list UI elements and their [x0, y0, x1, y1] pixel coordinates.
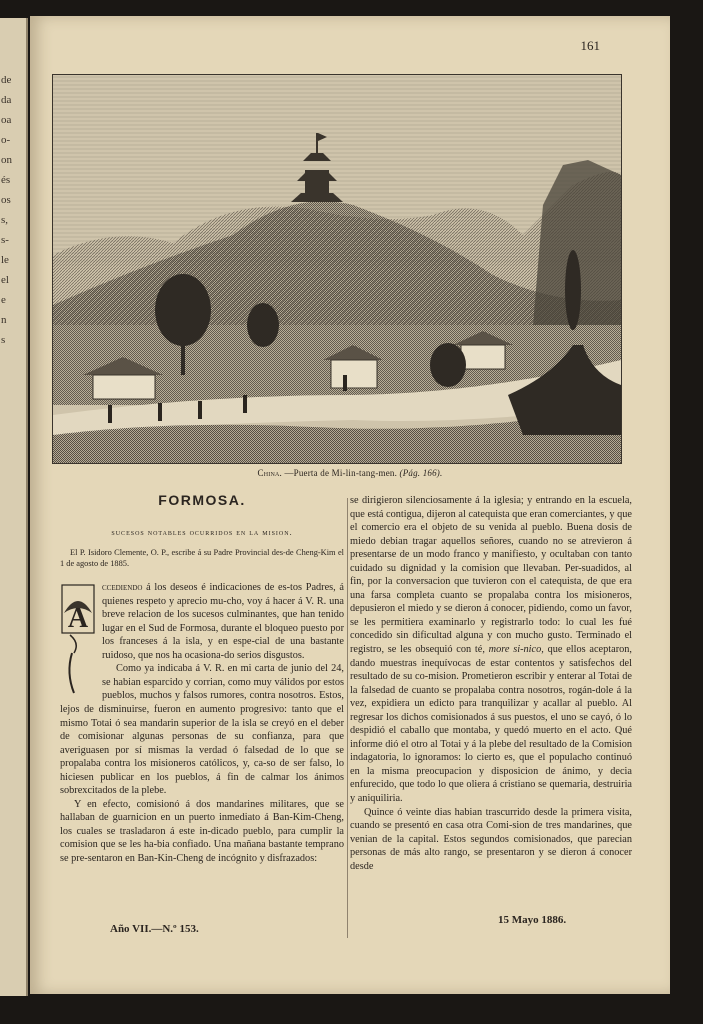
paragraph: A ccediendo á los deseos é indicaciones de es-tos Padres, á quienes respeto y aprecio mu-cho, voy á hacer á V. R. una breve relacion de los sucesos culminantes, que han tenido lugar en el Sud de Formosa, durante el bloqueo puesto por los franceses á la isla, y en espe-cial de una bastante ruidoso, que nos ha ocasiona-do serios disgustos.	[60, 581, 344, 662]
prev-page-fragment: el	[1, 274, 9, 286]
prev-page-fragment: de	[1, 74, 12, 86]
left-column	[60, 494, 344, 866]
dropcap-letter: A	[67, 603, 89, 635]
right-column	[350, 494, 632, 873]
engraving-illustration	[52, 74, 622, 464]
paragraph: Como ya indicaba á V. R. en mi carta de junio del 24, se habian esparcido y corrian, como muy válidos por estos pueblos, muchos y falsos rumores, contra nosotros. Estos, lejos de disminuirse, fueron en aumento progresivo: tanto que el mismo Totai ó sea mandarin superior de la isla se creyó en el deber de comisionar algunas personas de su confianza, para que averiguasen por sí mismas la verdad ó falsedad de lo que se propalaba contra los misioneros católicos, y, ca-so de ser falso, lo hiciesen publicar en los pueblos, á fin de calmar los ánimos sobrexcitados de la plebe.	[60, 663, 344, 797]
illustration-caption: China. —Puerta de Mi-lin-tang-men. (Pág. 166).	[257, 468, 443, 478]
prev-page-fragment: s,	[1, 214, 9, 226]
paragraph: Quince ó veinte dias habian trascurrido desde la primera visita, cuando se presentó en casa otra Comi-sion de tres mandarines, que venian de la capital. Estos segundos comisionados, que parecian personas de más alto rango, se presentaron y se dieron á conocer desde	[350, 806, 632, 872]
article-subtitle: sucesos notables ocurridos en la mision.	[111, 527, 293, 537]
issue-number: Año VII.—N.º 153.	[110, 923, 199, 935]
prev-page-fragment: on	[1, 154, 12, 166]
prev-page-fragment: s-	[1, 234, 9, 246]
column-rule	[347, 498, 348, 938]
article-intro: El P. Isidoro Clemente, O. P., escribe á su Padre Provincial des-de Cheng-Kim el 1 de agosto de 1885.	[60, 548, 344, 569]
prev-page-fragment: s	[1, 334, 6, 346]
ornamental-dropcap	[60, 583, 96, 695]
prev-page-fragment: o-	[1, 134, 11, 146]
prev-page-fragment: le	[1, 254, 9, 266]
prev-page-fragment: os	[1, 194, 11, 206]
paragraph: Y en efecto, comisionó á dos mandarines militares, que se hallaban de guarnicion en un puerto inmediato á Ban-Kim-Cheng, los cuales se trasladaron á este in-dicado pueblo, para cumplir la comision que se les ha-bia confiado. Una mañana bastante temprano se pre-sentaron en Ban-Kin-Cheng de incógnito y disfrazados:	[60, 798, 344, 865]
prev-page-fragment: da	[1, 94, 12, 106]
issue-date: 15 Mayo 1886.	[498, 914, 567, 926]
previous-page-edge	[0, 18, 28, 996]
prev-page-fragment: e	[1, 294, 6, 306]
prev-page-fragment: n	[1, 314, 7, 326]
prev-page-fragment: és	[1, 174, 11, 186]
article-title: FORMOSA.	[158, 492, 246, 508]
magazine-page	[30, 16, 670, 994]
paragraph: se dirigieron silenciosamente á la iglesia; y entrando en la escuela, que está contigua, dijeron al catequista que eran comerciantes, y que el comercio era el objeto de su venida al pueblo. Buena dosis de miedo debian tragar aquellos señores, cuando no se atrevieron á presentarse de un modo franco y manifiesto, y ocultaban con tanto cuidado su dignidad y la comision que llevaban. Per-suadidos, al fin, por la conversacion que tuvieron con el catequista, de que era una farsa completa cuanto se propalaba contra los misioneros, depusieron el miedo y se dieron á conocer, pidiendo, como un favor, se les permitiera examinarlo y registrarlo todo: lo cual les fué concedido sin dificultad alguna y con mucho gusto. Terminado el registro, se les obsequió con té, more si-nico, que ellos aceptaron, dando muestras inequívocas de estar contentos y satisfechos del resultado de su co-mision. Prometieron escribir y enterar al Totai de la falsedad de cuanto se propalaba contra nosotros, rogán-dole á la vez, expidiera un edicto para tranquilizar y acallar al pueblo. Al regresar los dichos comisionados á sus puestos, el uno se cayó, ó lo despidió el caballo que montaba, y quedó muerto en el acto. Qué informe dió el otro al Totai y á la plebe del resultado de la Comision indagatoria, lo ignoramos: lo cierto es, que el populacho continuó en la misma preocupacion y disposicion de ánimo, y decia enfurecido, que todo lo que oliera á cristiano se quemaria, destruiria y aniquiliria.	[350, 495, 633, 805]
prev-page-fragment: oa	[1, 114, 12, 126]
page-number: 161	[580, 38, 600, 53]
